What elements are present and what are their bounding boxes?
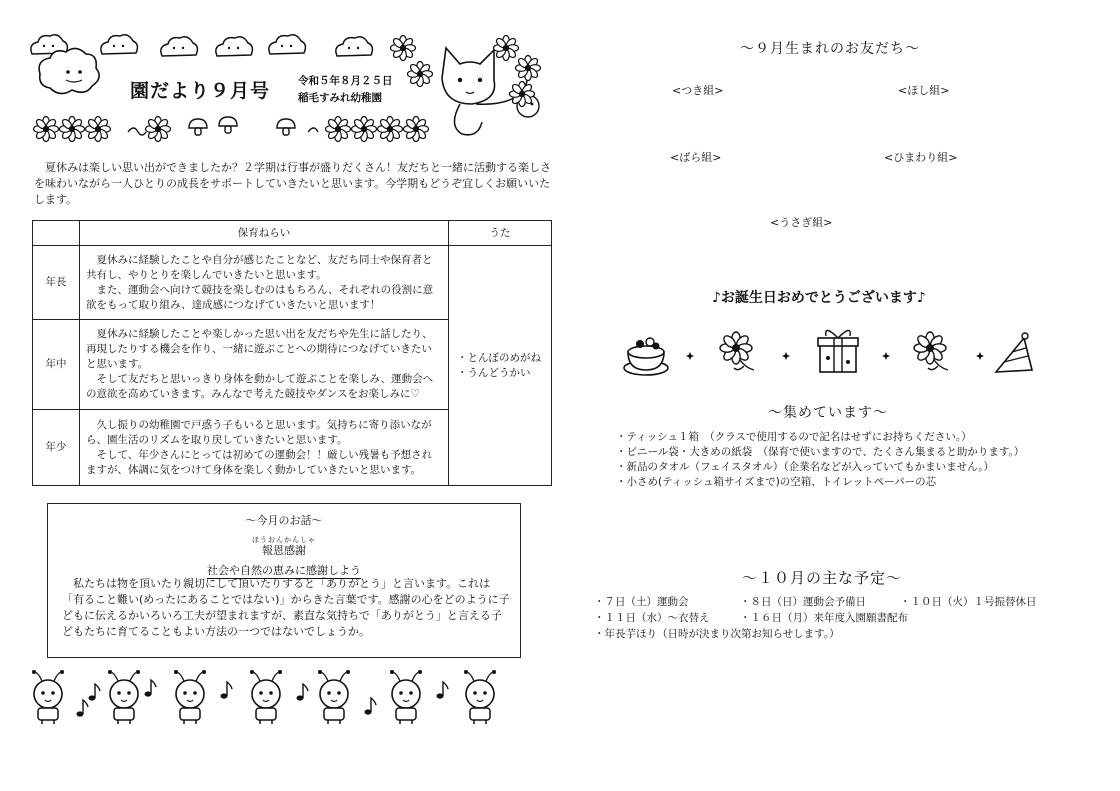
star-decoration-icon xyxy=(976,352,984,360)
ant-musician-icon xyxy=(32,670,64,724)
intro-text: 夏休みは楽しい思い出ができましたか？２学期は行事が盛りだくさん！友だちと一緒に活動する楽しさを味わいながら一人ひとりの成長をサポートしていきたいと思います。今学期もどうぞ宜しくお願いいたします。 xyxy=(34,161,551,206)
school-name: 稲毛すみれ幼稚園 xyxy=(298,92,382,104)
aims-cell xyxy=(80,320,449,410)
class-label-tsuki: <つき組> xyxy=(672,84,724,97)
list-item: ・小さめ(ティッシュ箱サイズまで)の空箱、トイレットペーパーの芯 xyxy=(616,476,937,488)
header-aims: 保育ねらい xyxy=(80,221,449,246)
birthday-heading: ～９月生まれのお友だち～ xyxy=(740,41,920,57)
cosmos-flower-icon xyxy=(378,117,403,142)
cake-icon xyxy=(624,338,668,375)
star-decoration-icon xyxy=(686,352,694,360)
story-box xyxy=(47,503,521,658)
cosmos-flower-icon xyxy=(34,117,59,142)
schedule-row xyxy=(594,594,1074,610)
aim-text: そして友だちと思いっきり身体を動かして遊ぶことを楽しみ、運動会への意欲を高めていきます。みんなで考えた競技やダンスをお楽しみに♡ xyxy=(86,373,434,400)
list-item: ・新品のタオル（フェイスタオル）（企業名などが入っていてもかまいません。） xyxy=(616,461,994,473)
aims-table xyxy=(32,220,552,486)
story-heading: ～今月のお話～ xyxy=(245,514,323,527)
song-item: ・とんぼのめがね xyxy=(457,351,541,364)
aim-text: 久し振りの幼稚園で戸惑う子もいると思います。気持ちに寄り添いながら、園生活のリズムを取り戻していきたいと思います。 xyxy=(86,418,432,446)
cosmos-flower-icon xyxy=(404,117,429,142)
cosmos-flower-icon xyxy=(391,36,416,61)
aim-text: 夏休みに経験したことや自分が感じたことなど、友だち同士や保育者と共有し、やりとりを楽しんでいきたいと思います。 xyxy=(86,253,433,281)
story-text: 私たちは物を頂いたり親切にして頂いたりすると「ありがとう」と言います。これは「有ること難い(めったにあることではない)」からきた言葉です。感謝の心をどのように子どもに伝えるかいろいろ工夫が望まれますが、素直な気持ちで「ありがとう」と言える子どもたちに育てることもよい方法の一つではないでしょうか。 xyxy=(62,577,510,638)
ant-musician-icon xyxy=(174,670,206,724)
birthday-congrats: ♪お誕生日おめでとうございます♪ xyxy=(712,290,926,306)
story-subtitle: 社会や自然の恵みに感謝しよう xyxy=(207,564,361,577)
table-row xyxy=(33,246,552,320)
schedule-item: ・１１日（水）～衣替え xyxy=(594,612,710,624)
schedule-row xyxy=(594,610,1074,626)
cloud-icon xyxy=(336,37,373,56)
aims-cell xyxy=(80,246,449,320)
grade-cell: 年少 xyxy=(33,410,80,486)
schedule-item: ・８日（日）運動会予備日 xyxy=(740,596,866,608)
gift-box-icon xyxy=(818,330,858,372)
ant-musician-icon xyxy=(390,670,422,724)
list-item: ・ティッシュ１箱 （クラスで使用するので記名はせずにお持ちください。） xyxy=(616,431,972,443)
cloud-icon xyxy=(101,35,138,54)
ant-musician-icon xyxy=(318,670,350,724)
cosmos-flower-icon xyxy=(408,62,433,87)
ant-band-illustration xyxy=(28,676,508,728)
music-note-icon xyxy=(437,682,449,699)
list-item: ・ビニール袋・大きめの紙袋 （保育で使いますので、たくさん集まると助かります。） xyxy=(616,446,1025,458)
ant-musician-icon xyxy=(464,670,496,724)
intro-paragraph xyxy=(34,160,552,208)
header-songs: うた xyxy=(449,221,552,246)
story-ruby: ほうおんかんしゃ xyxy=(252,536,316,544)
aim-text: 夏休みに経験したことや楽しかった思い出を友だちや先生に話したり、再現したりする機会を作り、一緒に遊ぶことへの期待につなげていきたいと思います。 xyxy=(86,328,433,370)
collecting-heading: ～集めています～ xyxy=(768,405,888,421)
schedule-heading: ～１０月の主な予定～ xyxy=(742,569,903,587)
grade-cell: 年中 xyxy=(33,320,80,410)
issue-date: 令和５年８月２５日 xyxy=(298,75,393,87)
mushroom-icon xyxy=(189,119,207,135)
sheep-icon xyxy=(39,48,99,93)
class-label-himawari: <ひまわり組> xyxy=(884,151,958,164)
cloud-icon xyxy=(269,35,306,54)
class-label-hoshi: <ほし組> xyxy=(898,84,950,97)
cosmos-flower-icon xyxy=(516,56,541,81)
class-label-usagi: <うさぎ組> xyxy=(770,216,833,229)
mushroom-icon xyxy=(219,117,237,133)
header-grade xyxy=(33,221,80,246)
story-title: 報恩感謝 xyxy=(262,544,306,557)
cosmos-flower-icon xyxy=(914,332,948,370)
schedule-row xyxy=(594,626,1074,642)
schedule-item: ・１６日（月）来年度入園願書配布 xyxy=(740,612,908,624)
cloud-icon xyxy=(216,37,253,56)
grade-cell: 年長 xyxy=(33,246,80,320)
party-hat-icon xyxy=(996,333,1032,372)
schedule-item: ・年長芋ほり（日時が決まり次第お知らせします。） xyxy=(594,628,840,640)
header-info xyxy=(298,73,393,107)
story-body xyxy=(62,576,510,640)
music-note-icon xyxy=(89,684,101,701)
aim-text: また、運動会へ向けて競技を楽しむのはもちろん、それぞれの役割に意欲をもって取り組み、達成感につなげていきたいと思います！ xyxy=(86,283,434,311)
cosmos-flower-icon xyxy=(146,117,171,142)
music-note-icon xyxy=(365,698,377,715)
music-note-icon xyxy=(297,684,309,701)
schedule-item: ・１０日（火）１号振替休日 xyxy=(900,596,1037,608)
ant-musician-icon xyxy=(108,670,140,724)
aim-text: そして、年少さんにとっては初めての運動会！！厳しい残暑も予想されますが、体調に気をつけて身体を楽しく動かしていきたいと思います。 xyxy=(86,448,433,476)
song-item: ・うんどうかい xyxy=(457,366,531,379)
schedule-list xyxy=(594,594,1074,642)
cosmos-flower-icon xyxy=(352,117,377,142)
cosmos-flower-icon xyxy=(326,117,351,142)
cosmos-flower-icon xyxy=(720,332,754,370)
cosmos-flower-icon xyxy=(510,82,535,107)
class-label-bara: <ばら組> xyxy=(670,151,722,164)
music-note-icon xyxy=(77,700,89,717)
cosmos-flower-icon xyxy=(494,36,519,61)
mushroom-icon xyxy=(277,119,295,135)
cosmos-flower-icon xyxy=(60,117,85,142)
birthday-icons-row xyxy=(620,326,1040,382)
music-note-icon xyxy=(221,682,233,699)
songs-cell xyxy=(449,246,552,486)
ant-musician-icon xyxy=(250,670,282,724)
collecting-list xyxy=(616,430,1076,490)
cloud-icon xyxy=(161,37,198,56)
newsletter-title: 園だより９月号 xyxy=(130,80,271,102)
schedule-item: ・７日（土）運動会 xyxy=(594,596,689,608)
cosmos-flower-icon xyxy=(86,117,111,142)
header-illustrations xyxy=(28,34,548,144)
aims-cell xyxy=(80,410,449,486)
star-decoration-icon xyxy=(882,352,890,360)
table-header-row xyxy=(33,221,552,246)
star-decoration-icon xyxy=(782,352,790,360)
music-note-icon xyxy=(145,680,157,697)
